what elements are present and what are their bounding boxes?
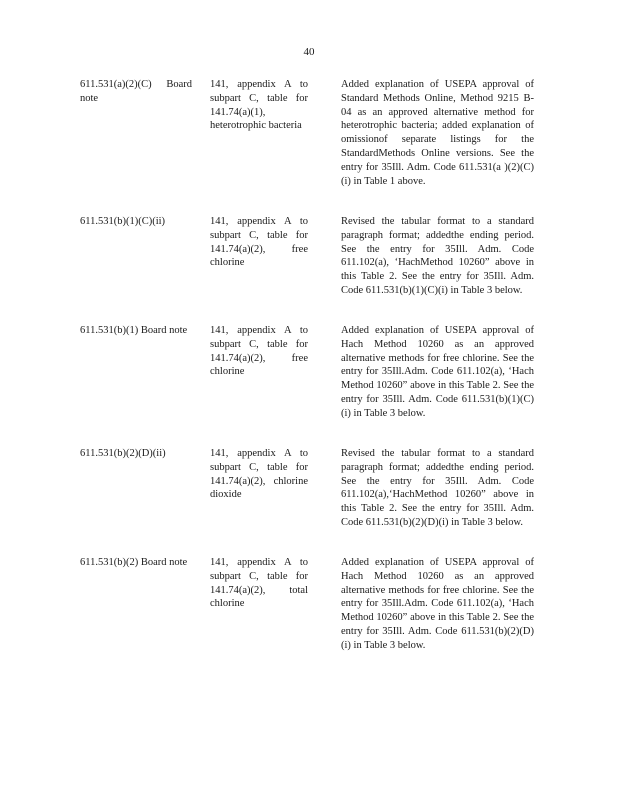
- explanation-cell: Added explanation of USEPA approval of Hach Method 10260 as an approved alternative methods for free chlorine. See the entry for 35Ill.Adm. Code 611.102(a), ‘Hach Method 10260” above in this Table 2. See the entry for 35Ill. Adm. Code 611.531(b)(1)(C)(i) in Table 3 below.: [341, 325, 534, 419]
- federal-source-cell: 141, appendix A to subpart C, table for 141.74(a)(2), free chlorine: [210, 325, 308, 378]
- federal-source-cell: 141, appendix A to subpart C, table for 141.74(a)(2), free chlorine: [210, 216, 308, 269]
- explanation-cell: Added explanation of USEPA approval of Hach Method 10260 as an approved alternative methods for free chlorine. See the entry for 35Ill.Adm. Code 611.102(a), ‘Hach Method 10260” above in this Table 2. See the entry for 35Ill. Adm. Code 611.531(b)(2)(D)(i) in Table 3 below.: [341, 557, 534, 651]
- section-cell: 611.531(b)(2) Board note: [80, 557, 188, 568]
- page-number: 40: [303, 46, 315, 58]
- federal-source-cell: 141, appendix A to subpart C, table for 141.74(a)(2), chlorine dioxide: [210, 448, 308, 501]
- section-cell: 611.531(b)(1)(C)(ii): [80, 216, 166, 227]
- federal-source-cell: 141, appendix A to subpart C, table for 141.74(a)(1), heterotrophic bacteria: [210, 79, 308, 132]
- explanation-cell: Added explanation of USEPA approval of Standard Methods Online, Method 9215 B-04 as an approved alternative method for heterotrophic bacteria; added explanation of omissionof separate listings for the StandardMethods Online versions. See the entry for 35Ill. Adm. Code 611.531(a )(2)(C)(i) in Table 1 above.: [341, 79, 534, 187]
- explanation-cell: Revised the tabular format to a standard paragraph format; addedthe ending period. See the entry for 35Ill. Adm. Code 611.102(a),‘HachMethod 10260” above in this Table 2. See the entry for 35Ill. Adm. Code 611.531(b)(2)(D)(i) in Table 3 below.: [341, 448, 534, 528]
- section-cell: 611.531(b)(1) Board note: [80, 325, 188, 336]
- section-cell: 611.531(a)(2)(C) Board note: [80, 79, 192, 104]
- explanation-cell: Revised the tabular format to a standard paragraph format; addedthe ending period. See the entry for 35Ill. Adm. Code 611.102(a), ‘HachMethod 10260” above in this Table 2. See the entry for 35Ill. Adm. Code 611.531(b)(1)(C)(i) in Table 3 below.: [341, 216, 534, 296]
- federal-source-cell: 141, appendix A to subpart C, table for 141.74(a)(2), total chlorine: [210, 557, 308, 610]
- section-cell: 611.531(b)(2)(D)(ii): [80, 448, 166, 459]
